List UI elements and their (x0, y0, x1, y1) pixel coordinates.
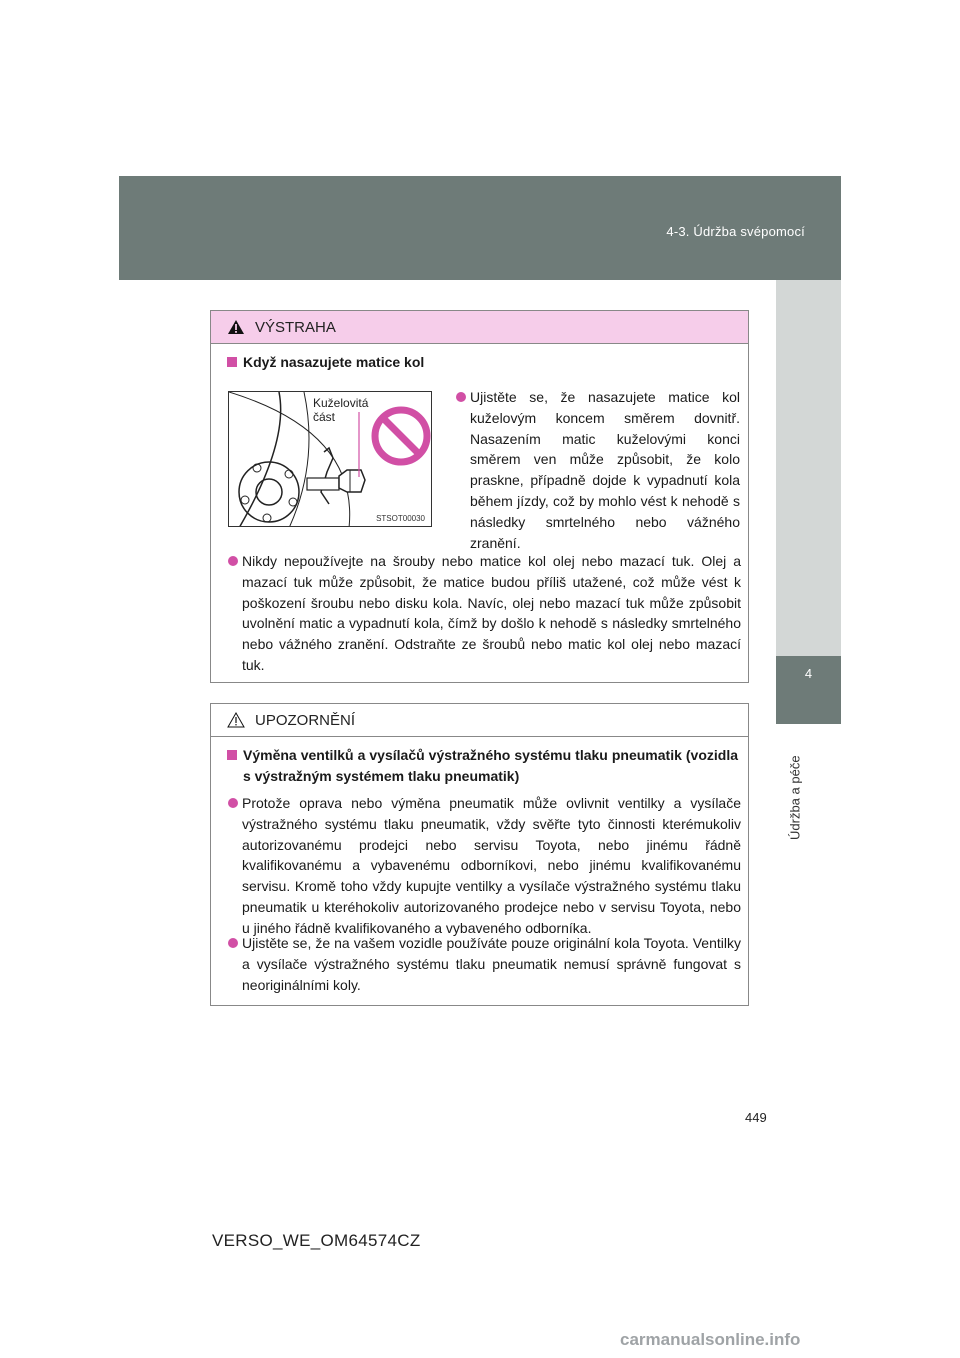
figure-code: STSOT00030 (376, 514, 425, 523)
warning-bullet-2 (242, 551, 741, 676)
warning-heading: VÝSTRAHA (255, 318, 336, 336)
document-code: VERSO_WE_OM64574CZ (212, 1231, 421, 1250)
caution-header (211, 704, 748, 737)
page-number: 449 (745, 1110, 767, 1125)
section-title-header: 4-3. Údržba svépomocí (666, 224, 805, 239)
watermark: carmanualsonline.info (620, 1330, 801, 1349)
chapter-tab (776, 656, 841, 724)
figure-label (313, 396, 368, 424)
caution-heading: UPOZORNĚNÍ (255, 711, 356, 729)
caution-box (210, 703, 749, 1006)
warning-bullet-1-text: Ujistěte se, že nasazujete matice kol kuželovým koncem směrem dovnitř. Nasazením matic kuželovými konci směrem ven může způsobit, že kolo praskne, případně dojde k vypadnutí kola během jízdy, což by mohlo vést k nehodě s následky smrtelného nebo vážného zranění. (470, 389, 740, 551)
caution-bullet-1-text: Protože oprava nebo výměna pneumatik může ovlivnit ventilky a vysílače výstražného systému tlaku pneumatik, vždy svěřte tyto činnosti kterémukoliv autorizovanému prodejci nebo servisu Toyota, nebo jinému řádně kvalifikovanému a vybavenému odborníkovi, nebo jinému kvalifikovanému servisu. Kromě toho vždy kupujte ventilky a vysílače výstražného systému tlaku pneumatik u kteréhokoliv autorizovaného prodejce nebo v servisu Toyota, nebo u jiného řádně kvalifikovaného a vybaveného odborníka. (242, 795, 741, 936)
square-bullet-icon (227, 750, 237, 760)
figure-label-line2: část (313, 410, 336, 424)
warning-section-title-text: Když nasazujete matice kol (243, 354, 425, 370)
caution-triangle-icon (227, 712, 245, 728)
wheel-nut-figure (228, 391, 432, 527)
chapter-title-vertical: Údržba a péče (787, 755, 803, 840)
caution-bullet-2-text: Ujistěte se, že na vašem vozidle používáte pouze originální kola Toyota. Ventilky a vysílače výstražného systému tlaku pneumatik nemusí správně fungovat s neoriginálními koly. (242, 935, 741, 993)
square-bullet-icon (227, 357, 237, 367)
warning-header (211, 311, 748, 344)
warning-triangle-icon (227, 319, 245, 335)
round-bullet-icon (228, 938, 238, 948)
round-bullet-icon (456, 392, 466, 402)
header-band (119, 176, 841, 280)
warning-bullet-1 (470, 387, 740, 553)
caution-bullet-2 (242, 933, 741, 995)
warning-section-title (211, 352, 748, 373)
round-bullet-icon (228, 798, 238, 808)
figure-label-line1: Kuželovitá (313, 396, 369, 410)
caution-section-title (211, 745, 748, 787)
warning-box (210, 310, 749, 683)
caution-section-title-text: Výměna ventilků a vysílačů výstražného systému tlaku pneumatik (vozidla s výstražným systémem tlaku pneumatik) (243, 747, 738, 784)
warning-bullet-2-text: Nikdy nepoužívejte na šrouby nebo matice kol olej nebo mazací tuk. Olej a mazací tuk může způsobit, že matice budou příliš utažené, což může vést k poškození šroubu nebo disku kola. Navíc, olej nebo mazací tuk může způsobit uvolnění matic a vypadnutí kola, čímž by došlo k nehodě s následky smrtelného nebo vážného zranění. Odstraňte ze šroubů nebo matic kol olej nebo mazací tuk. (242, 553, 741, 673)
chapter-number: 4 (804, 666, 813, 681)
round-bullet-icon (228, 556, 238, 566)
caution-bullet-1 (242, 793, 741, 939)
side-strip (776, 280, 841, 656)
